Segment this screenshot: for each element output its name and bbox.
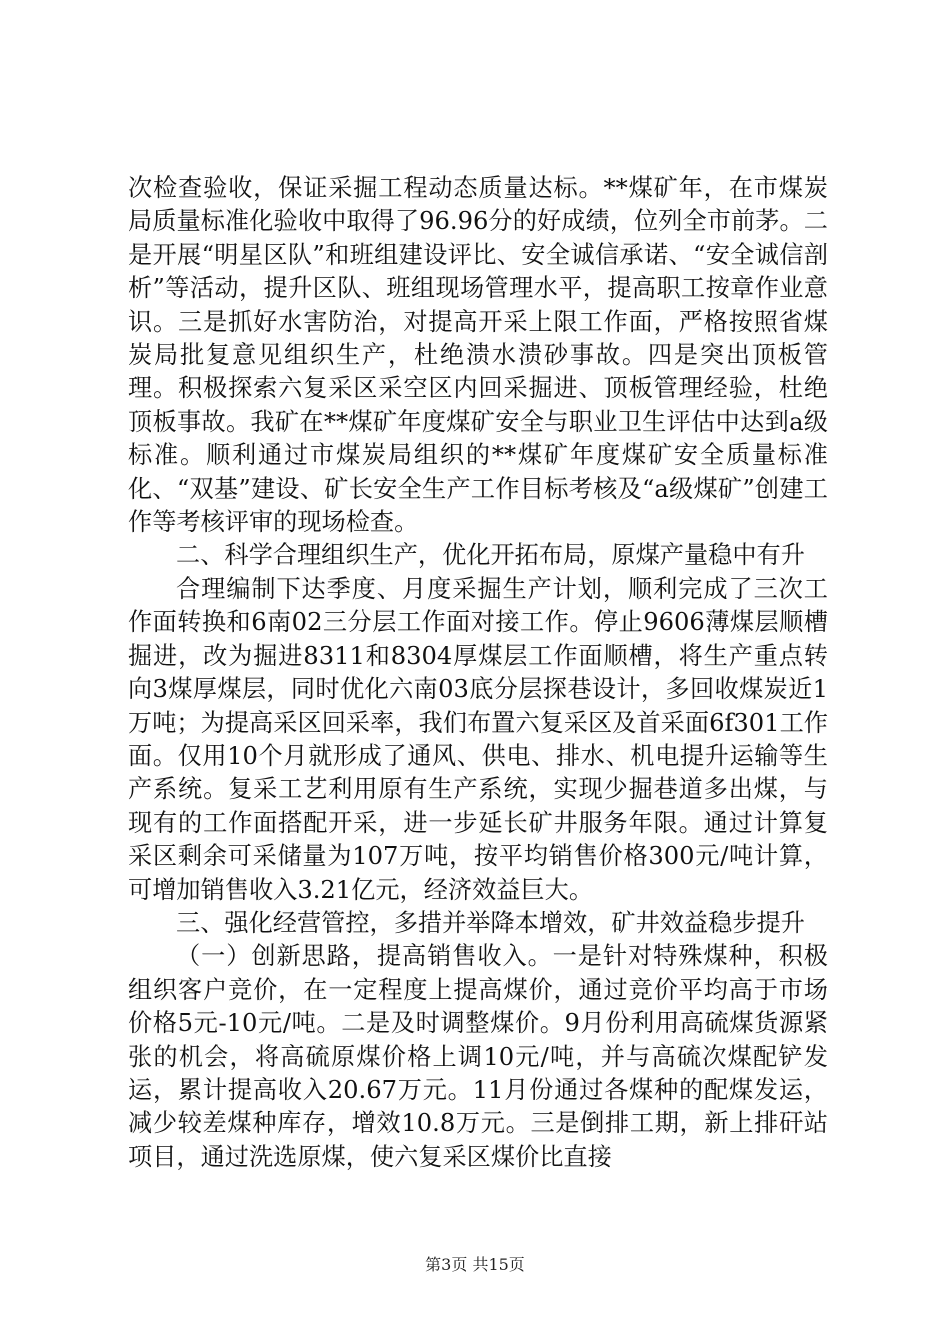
paragraph-continuation: 次检查验收，保证采掘工程动态质量达标。**煤矿年，在市煤炭局质量标准化验收中取得了96.96分的好成绩，位列全市前茅。二是开展“明星区队”和班组建设评比、安全诚信承诺、“安全诚信剖析”等活动，提升区队、班组现场管理水平，提高职工按章作业意识。三是抓好水害防治，对提高开采上限工作面，严格按照省煤炭局批复意见组织生产，杜绝溃水溃砂事故。四是突出顶板管理。积极探索六复采区采空区内回采掘进、顶板管理经验，杜绝顶板事故。我矿在**煤矿年度煤矿安全与职业卫生评估中达到a级标准。顺利通过市煤炭局组织的**煤矿年度煤矿安全质量标准化、“双基”建设、矿长安全生产工作目标考核及“a级煤矿”创建工作等考核评审的现场检查。	[128, 174, 828, 537]
page-number-footer: 第3页 共15页	[425, 1255, 525, 1274]
document-body	[128, 172, 828, 1174]
paragraph-sales: （一）创新思路，提高销售收入。一是针对特殊煤种，积极组织客户竞价，在一定程度上提高煤价，通过竞价平均高于市场价格5元-10元/吨。二是及时调整煤价。9月份利用高硫煤货源紧张的机会，将高硫原煤价格上调10元/吨，并与高硫次煤配铲发运，累计提高收入20.67万元。11月份通过各煤种的配煤发运，减少较差煤种库存，增效10.8万元。三是倒排工期，新上排矸站项目，通过洗选原煤，使六复采区煤价比直接	[128, 942, 828, 1171]
paragraph-production: 合理编制下达季度、月度采掘生产计划，顺利完成了三次工作面转换和6南02三分层工作面对接工作。停止9606薄煤层顺槽掘进，改为掘进8311和8304厚煤层工作面顺槽，将生产重点转向3煤厚煤层，同时优化六南03底分层探巷设计，多回收煤炭近1万吨；为提高采区回采率，我们布置六复采区及首采面6f301工作面。仅用10个月就形成了通风、供电、排水、机电提升运输等生产系统。复采工艺利用原有生产系统，实现少掘巷道多出煤，与现有的工作面搭配开采，进一步延长矿井服务年限。通过计算复采区剩余可采储量为107万吨，按平均销售价格300元/吨计算，可增加销售收入3.21亿元，经济效益巨大。	[128, 574, 828, 904]
section-heading-2: 二、科学合理组织生产，优化开拓布局，原煤产量稳中有升	[176, 541, 805, 570]
section-heading-3: 三、强化经营管控，多措并举降本增效，矿井效益稳步提升	[176, 908, 805, 937]
